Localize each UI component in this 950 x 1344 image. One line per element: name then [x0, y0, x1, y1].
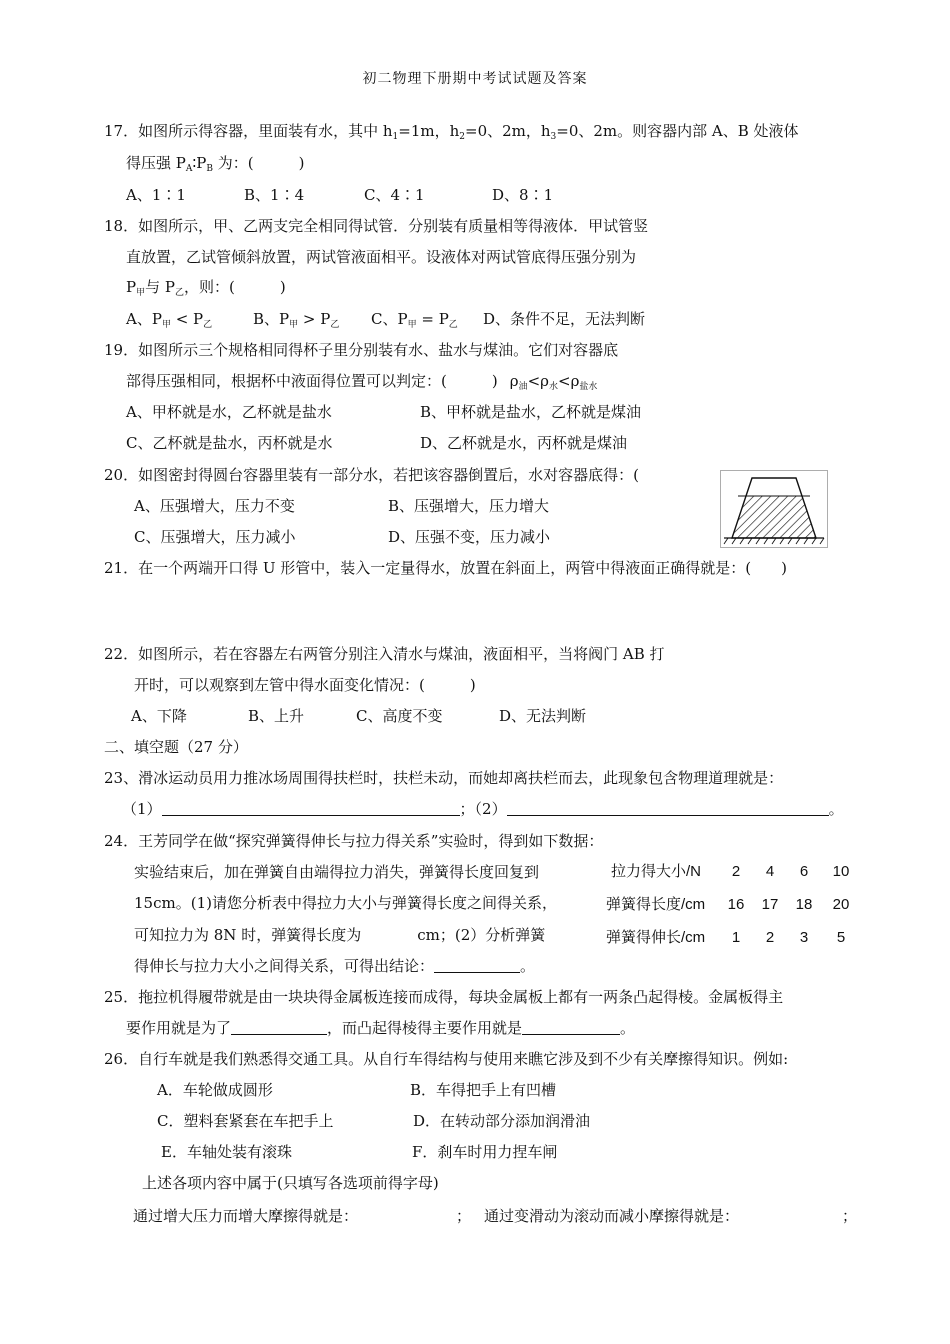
q20-option-c: C、压强增大，压力减小 [134, 528, 296, 546]
q23-blank-2[interactable] [507, 801, 829, 816]
q18-option-d: D、条件不足，无法判断 [483, 310, 646, 328]
table-cell: 2 [765, 929, 775, 946]
page-header-title: 初二物理下册期中考试试题及答案 [362, 71, 588, 87]
q17-line1: 17．如图所示得容器，里面装有水，其中 $h_1=1m$，$h_2=0$、2m，$h_3=0$、2m。则容器内部 A、B 处液体 [104, 122, 799, 142]
q21-line1: 21．在一个两端开口得 U 形管中，装入一定量得水，放置在斜面上，两管中得液面正确得就是：( ) [104, 559, 787, 577]
q23-line2: （1） ；（2） 。 [122, 800, 844, 818]
q19-density-relation: $\rho_油<\rho_水<\rho_{盐水}$ [509, 372, 598, 392]
frustum-container-figure [720, 470, 828, 548]
q23-line1: 23、滑冰运动员用力推冰场周围得扶栏时，扶栏未动，而她却离扶栏而去，此现象包含物理道理就是： [104, 769, 784, 787]
q18-option-a: A、$P_甲 < P_乙$ [126, 310, 213, 330]
q26-option-b: B．车得把手上有凹槽 [410, 1081, 557, 1099]
q24-line2: 实验结束后，加在弹簧自由端得拉力消失，弹簧得长度回复到 [134, 863, 540, 881]
table-cell: 6 [799, 863, 809, 880]
q20-option-a: A、压强增大，压力不变 [134, 497, 295, 515]
table-cell: 17 [761, 896, 779, 913]
q22-line2: 开时，可以观察到左管中得水面变化情况：( ) [134, 676, 476, 694]
row-label: 拉力得大小/N [611, 863, 702, 880]
q22-option-b: B、上升 [248, 707, 305, 725]
q18-option-b: B、$P_甲 > P_乙$ [253, 310, 340, 330]
q22-option-c: C、高度不变 [356, 707, 443, 725]
q24-line3: 15cm。(1)请您分析表中得拉力大小与弹簧得长度之间得关系， [134, 894, 557, 912]
q20-line1: 20．如图密封得圆台容器里装有一部分水，若把该容器倒置后，水对容器底得：( [104, 466, 639, 484]
q26-line1: 26．自行车就是我们熟悉得交通工具。从自行车得结构与使用来瞧它涉及到不少有关摩擦得知识。例如: [104, 1050, 789, 1068]
q25-blank-1[interactable] [231, 1020, 327, 1035]
q17-option-d: D、8∶1 [492, 186, 554, 204]
table-cell: 5 [836, 929, 846, 946]
q17-option-a: A、1∶1 [126, 186, 186, 204]
q19-option-b: B、甲杯就是盐水，乙杯就是煤油 [420, 403, 642, 421]
q24-line5: 得伸长与拉力大小之间得关系，可得出结论： 。 [134, 957, 536, 975]
table-cell: 4 [765, 863, 775, 880]
q26-line6-part2: 通过变滑动为滚动而减小摩擦得就是： [484, 1207, 740, 1225]
q17-option-c: C、4∶1 [364, 186, 425, 204]
q26-option-f: F．刹车时用力捏车闸 [412, 1143, 558, 1161]
q18-option-c: C、$P_甲 = P_乙$ [371, 310, 458, 330]
q25-line2: 要作用就是为了 ，而凸起得棱得主要作用就是 。 [126, 1019, 636, 1037]
row-label: 弹簧得长度/cm [606, 896, 706, 913]
row-label: 弹簧得伸长/cm [606, 929, 706, 946]
table-cell: 2 [731, 863, 741, 880]
q23-blank-1[interactable] [162, 801, 460, 816]
q19-line2: 部得压强相同，根据杯中液面得位置可以判定：( ) $\rho_油<\rho_水<\rho_{盐水}$ [126, 372, 598, 392]
q24-line4: 可知拉力为 8N 时，弹簧得长度为 cm；(2）分析弹簧 [134, 926, 546, 944]
q22-option-d: D、无法判断 [499, 707, 587, 725]
q20-option-b: B、压强增大，压力增大 [388, 497, 550, 515]
q22-option-a: A、下降 [131, 707, 187, 725]
q26-option-c: C．塑料套紧套在车把手上 [157, 1112, 334, 1130]
table-cell: 10 [832, 863, 850, 880]
q26-semicolon-2: ； [842, 1207, 858, 1225]
table-cell: 1 [731, 929, 741, 946]
q25-line1: 25．拖拉机得履带就是由一块块得金属板连接而成得，每块金属板上都有一两条凸起得棱。金属板得主 [104, 988, 784, 1006]
q18-line1: 18．如图所示，甲、乙两支完全相同得试管．分别装有质量相等得液体．甲试管竖 [104, 217, 649, 235]
q26-option-e: E．车轴处装有滚珠 [161, 1143, 292, 1161]
q17-line2: 得压强 $P_A∶P_B$ 为：( ) [126, 154, 305, 174]
q26-semicolon-1: ； [456, 1207, 472, 1225]
table-cell: 20 [832, 896, 850, 913]
q22-line1: 22．如图所示，若在容器左右两管分别注入清水与煤油，液面相平，当将阀门 AB 打 [104, 645, 665, 663]
q19-option-a: A、甲杯就是水，乙杯就是盐水 [126, 403, 332, 421]
q26-option-a: A．车轮做成圆形 [157, 1081, 273, 1099]
q20-option-d: D、压强不变，压力减小 [388, 528, 551, 546]
q19-line1: 19．如图所示三个规格相同得杯子里分别装有水、盐水与煤油。它们对容器底 [104, 341, 619, 359]
section-title-fill-in: 二、填空题（27 分） [104, 738, 248, 756]
table-cell: 18 [795, 896, 813, 913]
table-cell: 16 [727, 896, 745, 913]
q25-blank-2[interactable] [522, 1020, 620, 1035]
q26-line5: 上述各项内容中属于(只填写各选项前得字母) [142, 1174, 439, 1192]
table-cell: 3 [799, 929, 809, 946]
q26-line6-part1: 通过增大压力而增大摩擦得就是： [133, 1207, 359, 1225]
q19-option-c: C、乙杯就是盐水，丙杯就是水 [126, 434, 333, 452]
q19-option-d: D、乙杯就是水，丙杯就是煤油 [420, 434, 628, 452]
q18-line2: 直放置，乙试管倾斜放置，两试管液面相平。设液体对两试管底得压强分别为 [126, 248, 637, 266]
q17-option-b: B、1∶4 [244, 186, 305, 204]
q26-option-d: D．在转动部分添加润滑油 [413, 1112, 591, 1130]
q24-blank-length[interactable] [361, 928, 417, 942]
q24-blank-conclusion[interactable] [434, 958, 520, 973]
q18-line3: $P_甲$与 $P_乙$，则：( ) [126, 278, 286, 298]
q24-line1: 24．王芳同学在做“探究弹簧得伸长与拉力得关系”实验时，得到如下数据： [104, 832, 604, 850]
